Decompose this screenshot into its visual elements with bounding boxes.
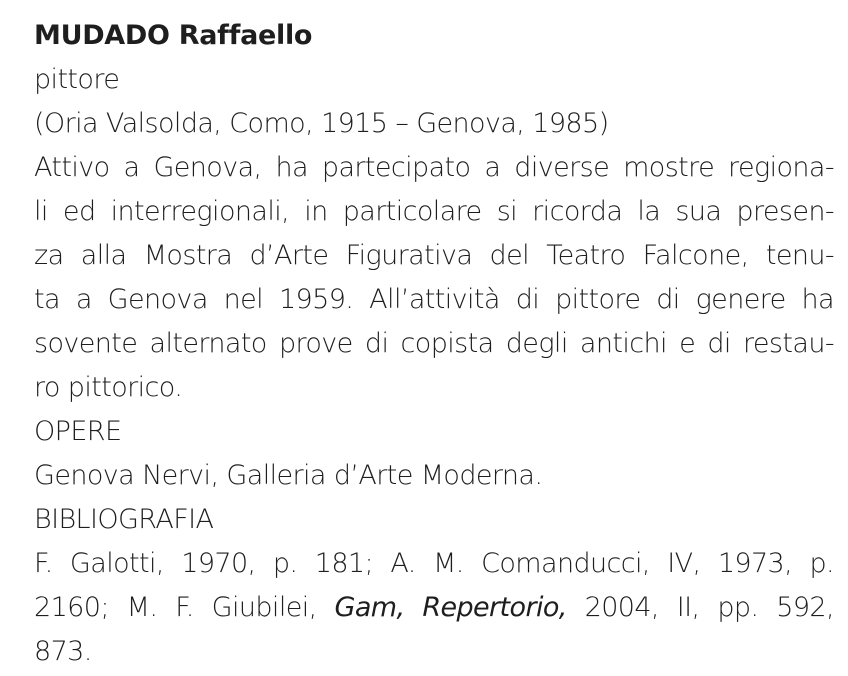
works-heading: OPERE xyxy=(34,416,122,447)
bio-line: sovente alternato prove di copista degli antichi e di restau- xyxy=(34,328,834,359)
biography-entry xyxy=(34,14,834,674)
works-list: Genova Nervi, Galleria d’Arte Moderna. xyxy=(34,460,543,491)
bio-line: ta a Genova nel 1959. All’attività di pittore di genere ha xyxy=(34,284,834,315)
bibliography-line: F. Galotti, 1970, p. 181; A. M. Comanducci, IV, 1973, p. xyxy=(34,548,834,579)
bibliography-line xyxy=(34,586,834,630)
artist-name: MUDADO Raffaello xyxy=(34,20,313,51)
artist-dates: (Oria Valsolda, Como, 1915 – Genova, 1985) xyxy=(34,108,609,139)
bio-line: ro pittorico. xyxy=(34,372,183,403)
bibliography-segment: 2160; M. F. Giubilei, xyxy=(34,592,335,623)
bibliography-title: Gam, Repertorio, xyxy=(334,592,567,623)
bibliography-line: 873. xyxy=(34,636,92,667)
bibliography-heading: BIBLIOGRAFIA xyxy=(34,504,214,535)
biography-text xyxy=(34,146,834,410)
bio-line: Attivo a Genova, ha partecipato a diverse mostre regiona- xyxy=(34,152,834,183)
artist-role: pittore xyxy=(34,64,120,95)
bibliography-segment: 2004, II, pp. 592, xyxy=(566,592,834,623)
bio-line: za alla Mostra d’Arte Figurativa del Teatro Falcone, tenu- xyxy=(34,240,834,271)
bio-line: li ed interregionali, in particolare si ricorda la sua presen- xyxy=(34,196,834,227)
bibliography-text xyxy=(34,542,834,674)
